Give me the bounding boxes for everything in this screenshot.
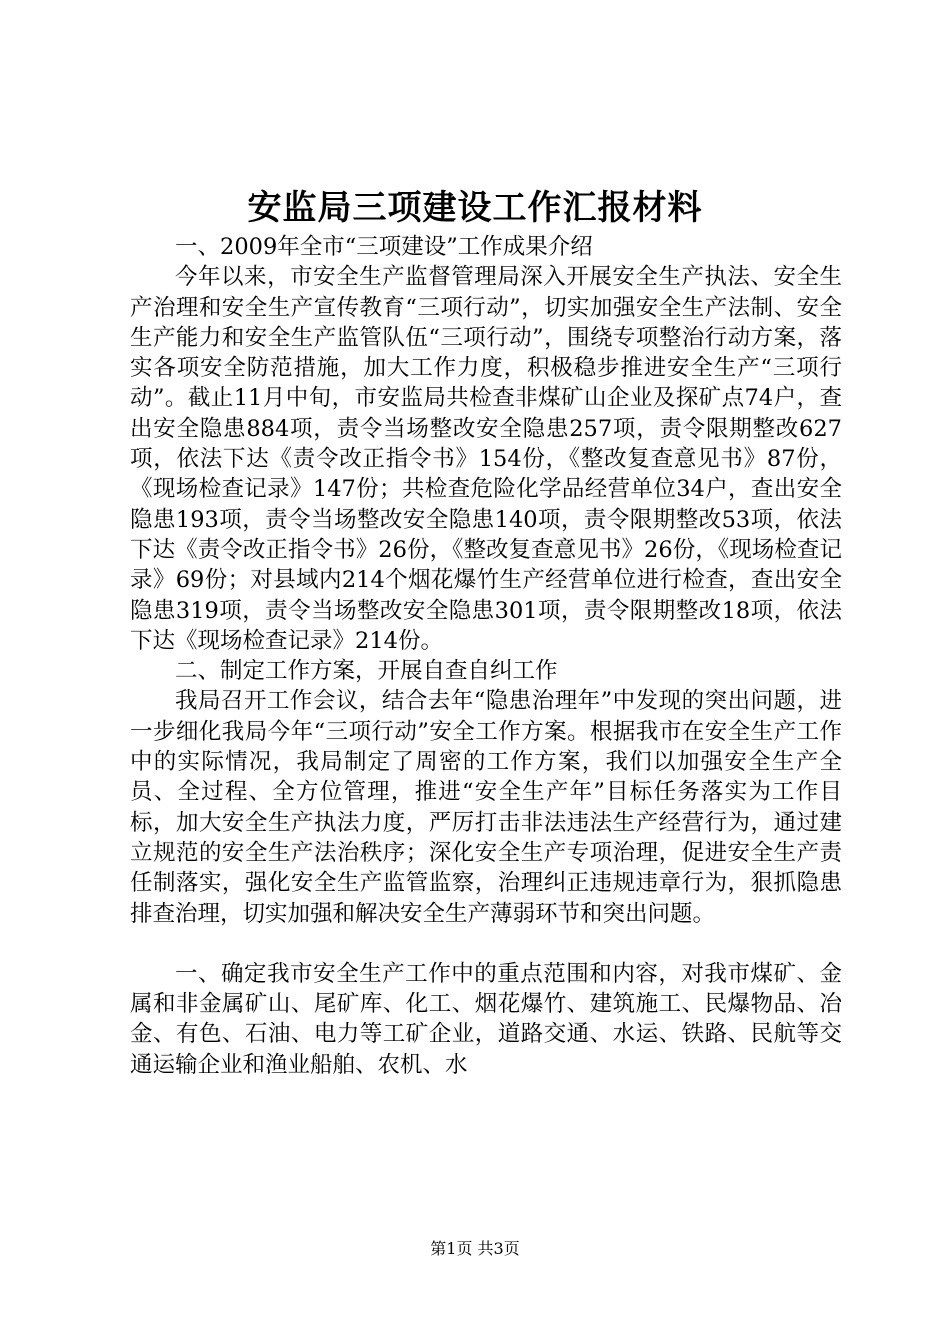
section-1-heading: 一、2009年全市“三项建设”工作成果介绍	[175, 234, 593, 260]
paragraph-gap	[130, 929, 842, 959]
section-1-paragraph: 今年以来，市安全生产监督管理局深入开展安全生产执法、安全生产治理和安全生产宣传教育“三项行动”，切实加强安全生产法制、安全生产能力和安全生产监管队伍“三项行动”，围绕专项整治行动方案，落实各项安全防范措施，加大工作力度，积极稳步推进安全生产“三项行动”。截止11月中旬，市安监局共检查非煤矿山企业及探矿点74户，查出安全隐患884项，责令当场整改安全隐患257项，责令限期整改627项，依法下达《责令改正指令书》154份，《整改复查意见书》87份，《现场检查记录》147份；共检查危险化学品经营单位34户，查出安全隐患193项，责令当场整改安全隐患140项，责令限期整改53项，依法下达《责令改正指令书》26份，《整改复查意见书》26份，《现场检查记录》69份；对县域内214个烟花爆竹生产经营单位进行检查，查出安全隐患319项，责令当场整改安全隐患301项，责令限期整改18项，依法下达《现场检查记录》214份。	[130, 264, 842, 654]
document-body	[130, 232, 842, 1080]
section-2-heading: 二、制定工作方案，开展自查自纠工作	[175, 658, 558, 685]
section-3-paragraph: 一、确定我市安全生产工作中的重点范围和内容，对我市煤矿、金属和非金属矿山、尾矿库、化工、烟花爆竹、建筑施工、民爆物品、冶金、有色、石油、电力等工矿企业，道路交通、水运、铁路、民航等交通运输企业和渔业船舶、农机、水	[130, 960, 842, 1078]
document-title: 安监局三项建设工作汇报材料	[247, 188, 703, 228]
page-number: 第1页 共3页	[430, 1239, 520, 1258]
section-2-paragraph: 我局召开工作会议，结合去年“隐患治理年”中发现的突出问题，进一步细化我局今年“三项行动”安全工作方案。根据我市在安全生产工作中的实际情况，我局制定了周密的工作方案，我们以加强安全生产全员、全过程、全方位管理，推进“安全生产年”目标任务落实为工作目标，加大安全生产执法力度，严厉打击非法违法生产经营行为，通过建立规范的安全生产法治秩序；深化安全生产专项治理，促进安全生产责任制落实，强化安全生产监管监察，治理纠正违规违章行为，狠抓隐患排查治理，切实加强和解决安全生产薄弱环节和突出问题。	[130, 688, 842, 927]
